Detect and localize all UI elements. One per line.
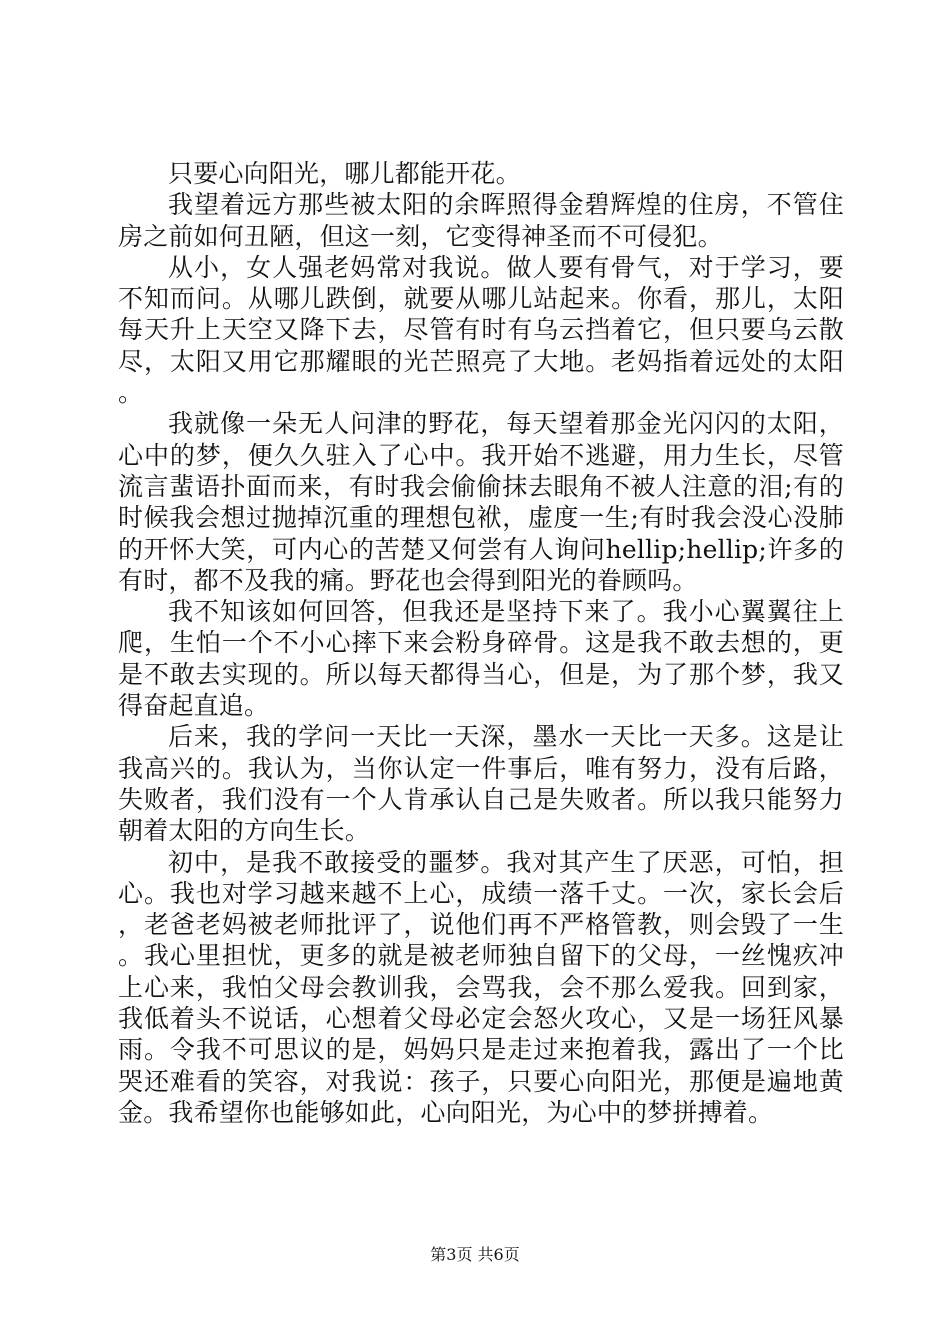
paragraph: 我不知该如何回答，但我还是坚持下来了。我小心翼翼往上爬，生怕一个不小心摔下来会粉身碎骨。这是我不敢去想的，更是不敢去实现的。所以每天都得当心，但是，为了那个梦，我又得奋起直追。 [118,597,844,721]
page-number-footer: 第3页 共6页 [430,1245,520,1264]
paragraph: 只要心向阳光，哪儿都能开花。 [168,159,521,188]
paragraph: 后来，我的学问一天比一天深，墨水一天比一天多。这是让我高兴的。我认为，当你认定一件事后，唯有努力，没有后路，失败者，我们没有一个人肯承认自己是失败者。所以我只能努力朝着太阳的方向生长。 [118,722,844,846]
paragraph: 我就像一朵无人问津的野花，每天望着那金光闪闪的太阳，心中的梦，便久久驻入了心中。我开始不逃避，用力生长，尽管流言蜚语扑面而来，有时我会偷偷抹去眼角不被人注意的泪;有的时候我会想过抛掉沉重的理想包袱，虚度一生;有时我会没心没肺的开怀大笑，可内心的苦楚又何尝有人询问hellip;hellip;许多的有时，都不及我的痛。野花也会得到阳光的眷顾吗。 [118,409,844,595]
paragraph: 我望着远方那些被太阳的余晖照得金碧辉煌的住房，不管住房之前如何丑陋，但这一刻，它变得神圣而不可侵犯。 [118,190,844,251]
paragraph: 初中，是我不敢接受的噩梦。我对其产生了厌恶，可怕，担心。我也对学习越来越不上心，成绩一落千丈。一次，家长会后，老爸老妈被老师批评了，说他们再不严格管教，则会毁了一生。我心里担忧，更多的就是被老师独自留下的父母，一丝愧疚冲上心来，我怕父母会教训我，会骂我，会不那么爱我。回到家，我低着头不说话，心想着父母必定会怒火攻心，又是一场狂风暴雨。令我不可思议的是，妈妈只是走过来抱着我，露出了一个比哭还难看的笑容，对我说：孩子，只要心向阳光，那便是遍地黄金。我希望你也能够如此，心向阳光，为心中的梦拼搏着。 [118,847,844,1127]
paragraph: 从小，女人强老妈常对我说。做人要有骨气，对于学习，要不知而问。从哪儿跌倒，就要从哪儿站起来。你看，那儿，太阳每天升上天空又降下去，尽管有时有乌云挡着它，但只要乌云散尽，太阳又用它那耀眼的光芒照亮了大地。老妈指着远处的太阳。 [118,252,844,408]
document-body [118,158,844,1128]
